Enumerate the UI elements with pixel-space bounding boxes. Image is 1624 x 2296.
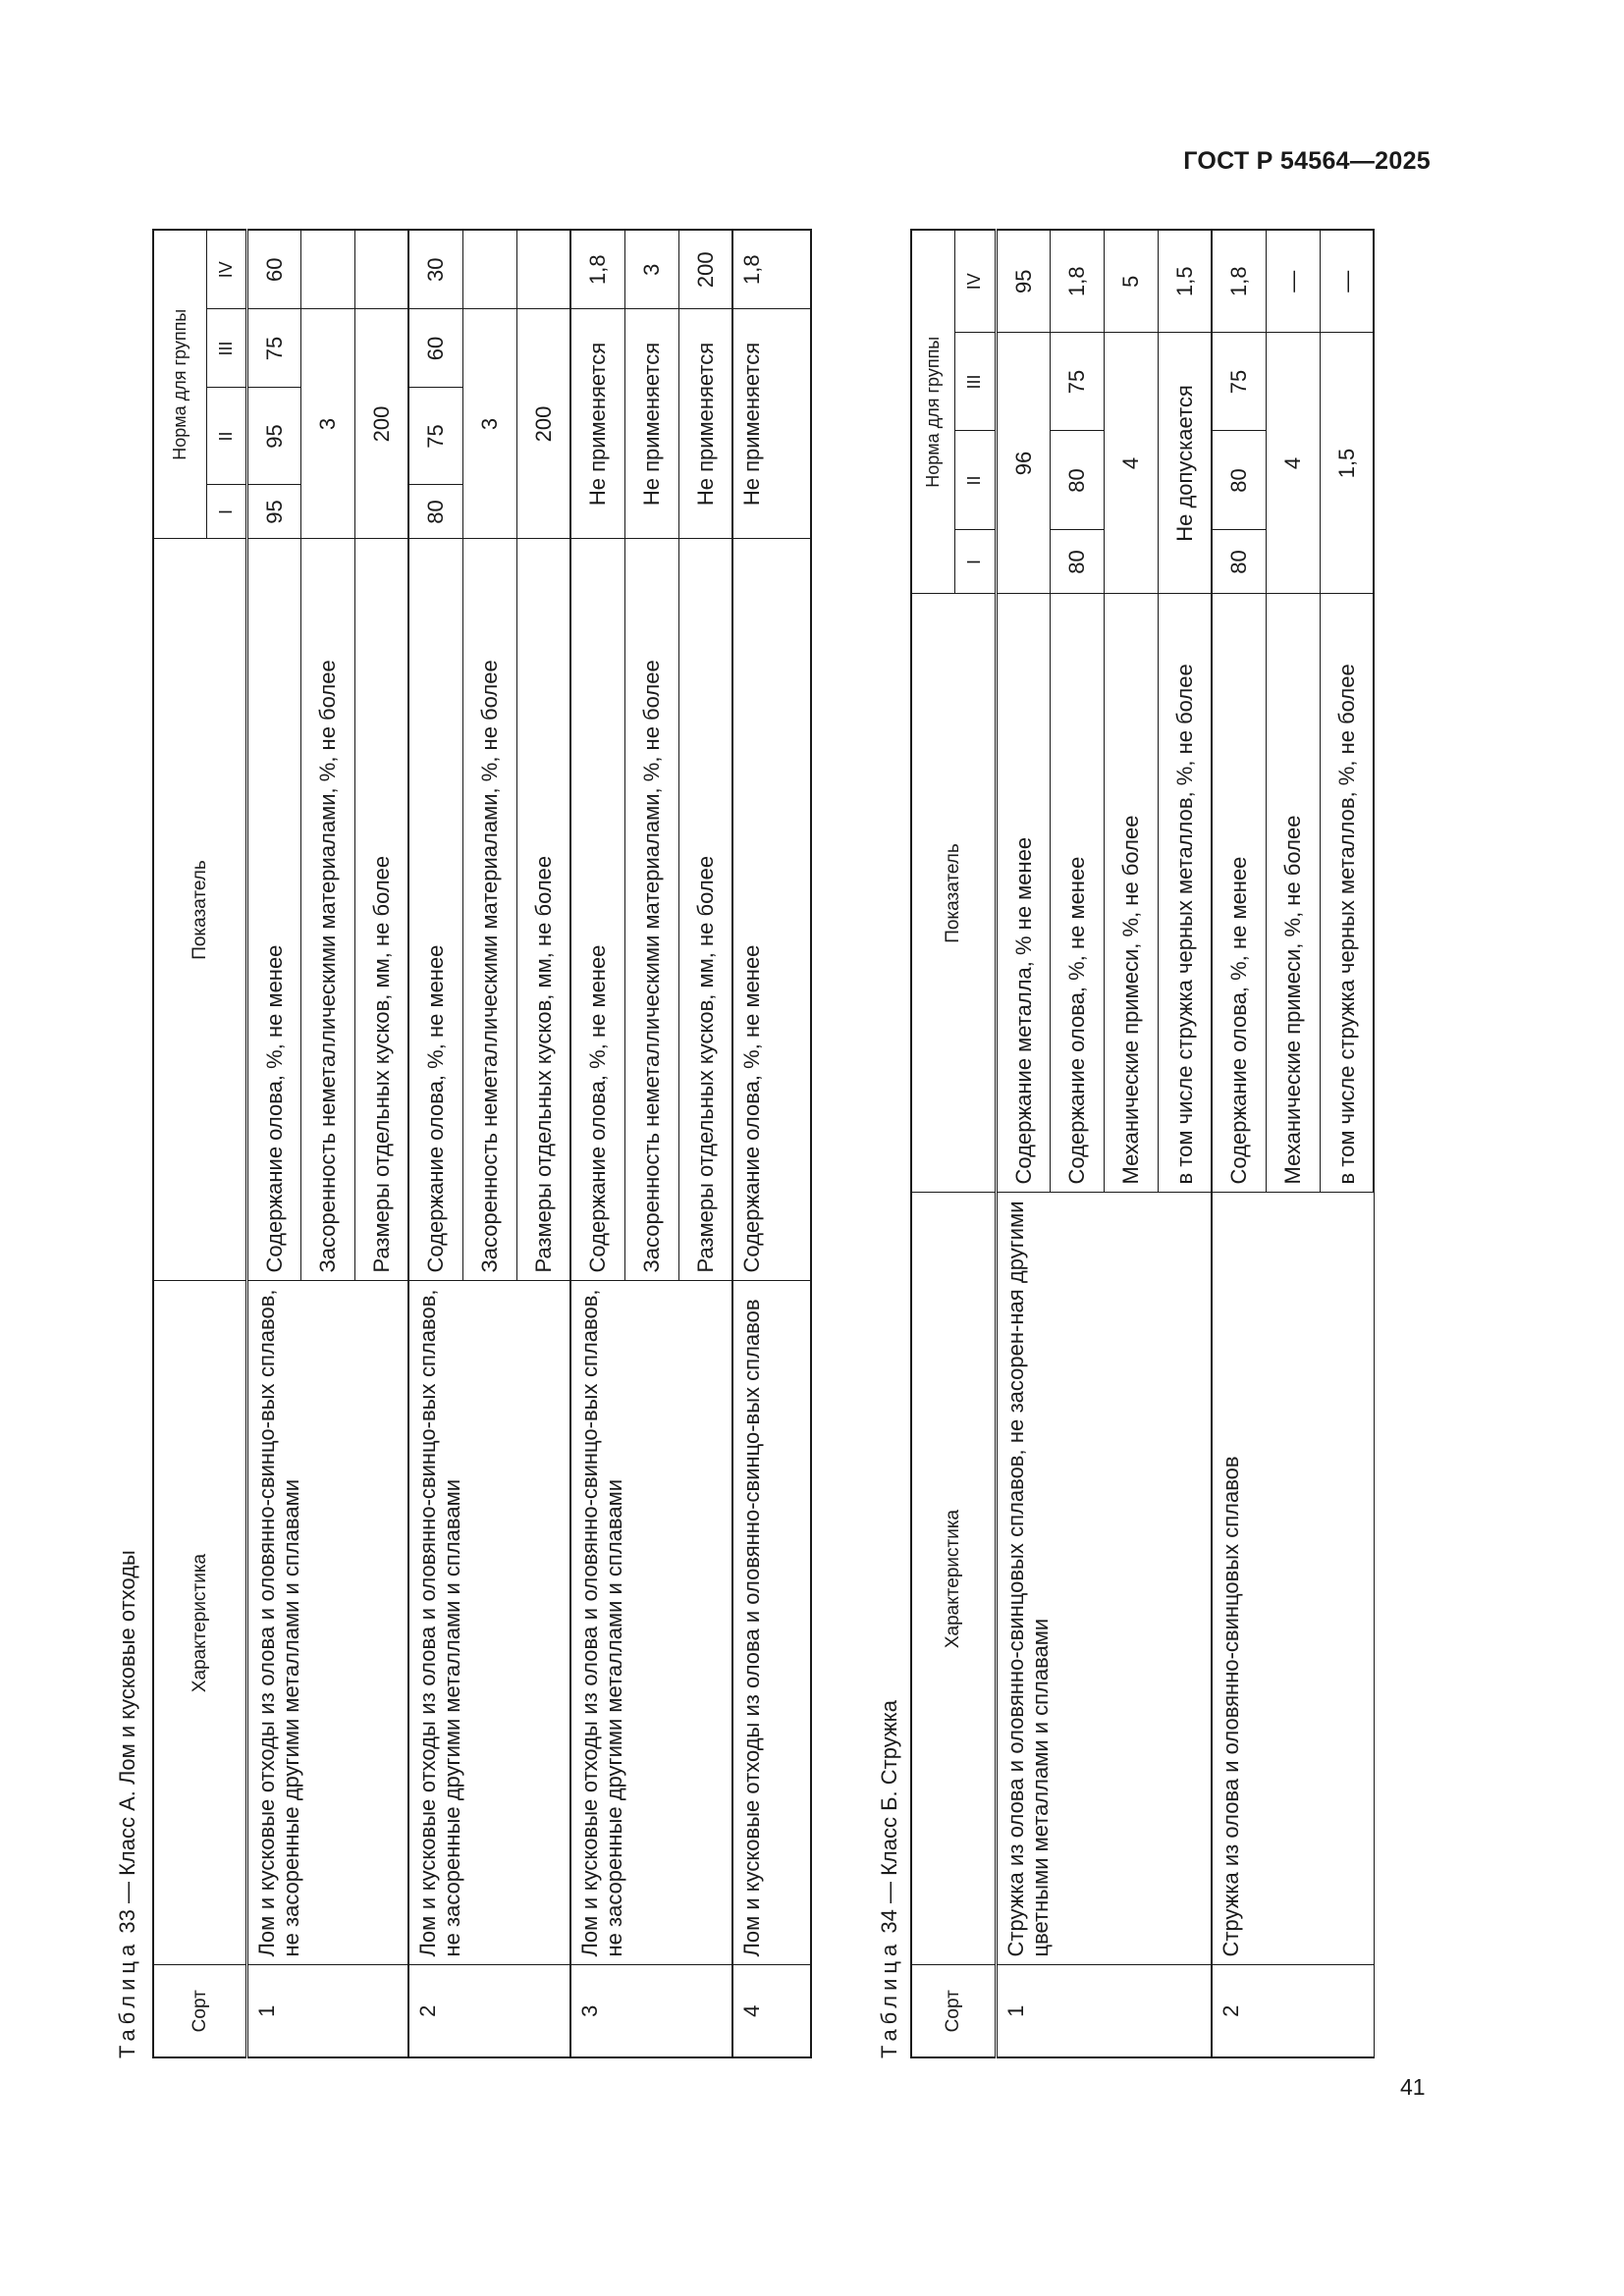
document-id: ГОСТ Р 54564—2025 [1183, 147, 1431, 175]
characteristic-cell: Стружка из олова и оловянно-свинцовых сплавов [1212, 1193, 1374, 1965]
value-cell: 60 [246, 230, 300, 309]
table33-header-group-3: III [206, 309, 246, 388]
value-cell: — [1266, 230, 1320, 333]
value-cell: 75 [408, 388, 462, 485]
table-row [246, 230, 300, 2057]
value-cell: 4 [1266, 333, 1320, 594]
value-cell: 4 [1104, 333, 1158, 594]
table33-header-sort: Сорт [153, 1965, 246, 2057]
value-cell: 96 [996, 333, 1050, 594]
indicator-cell: Размеры отдельных кусков, мм, не более [516, 539, 570, 1281]
value-cell: 80 [1050, 530, 1104, 594]
value-cell: 80 [1050, 431, 1104, 530]
characteristic-cell: Стружка из олова и оловянно-свинцовых сплавов, не засорен-ная другими цветными металлами и сплавами [996, 1193, 1212, 1965]
table33 [152, 229, 812, 2058]
empty-cell [516, 230, 570, 309]
value-cell: 1,8 [1212, 230, 1266, 333]
table34-header-group-4: IV [954, 230, 996, 333]
table34-caption [877, 1700, 902, 2058]
sort-cell: 4 [732, 1965, 811, 2057]
table-row [570, 230, 624, 2057]
sort-cell: 3 [570, 1965, 732, 2057]
table34-header-char: Характеристика [911, 1193, 996, 1965]
characteristic-cell: Лом и кусковые отходы из олова и оловянно-свинцо-вых сплавов [732, 1281, 811, 1965]
indicator-cell: Содержание олова, %, не менее [408, 539, 462, 1281]
table33-caption [115, 1550, 140, 2058]
indicator-cell: Содержание металла, % не менее [996, 594, 1050, 1193]
indicator-cell: Содержание олова, %, не менее [732, 539, 811, 1281]
indicator-cell: Содержание олова, %, не менее [570, 539, 624, 1281]
indicator-cell: Размеры отдельных кусков, мм, не более [678, 539, 732, 1281]
value-cell: Не применяется [732, 309, 811, 539]
value-cell: 95 [996, 230, 1050, 333]
value-cell: 3 [462, 309, 516, 539]
characteristic-cell: Лом и кусковые отходы из олова и оловянно-свинцо-вых сплавов, не засоренные другими металлами и сплавами [570, 1281, 732, 1965]
table34-header-norm: Норма для группы [911, 230, 954, 594]
value-cell: 80 [1212, 530, 1266, 594]
table33-header-group-2: II [206, 388, 246, 485]
value-cell: 75 [1050, 333, 1104, 431]
table34-caption-text: 34 — Класс Б. Стружка [877, 1699, 901, 1934]
indicator-cell: Засоренность неметаллическими материалами, %, не более [300, 539, 354, 1281]
sort-cell: 1 [246, 1965, 408, 2057]
table-row [732, 230, 811, 2057]
empty-cell [300, 230, 354, 309]
value-cell: — [1320, 230, 1374, 333]
value-cell: Не применяется [624, 309, 678, 539]
sort-cell: 2 [1212, 1965, 1374, 2057]
value-cell: 80 [1212, 431, 1266, 530]
value-cell: 1,8 [732, 230, 811, 309]
characteristic-cell: Лом и кусковые отходы из олова и оловянно-свинцо-вых сплавов, не засоренные другими металлами и сплавами [408, 1281, 570, 1965]
value-cell: 200 [354, 309, 408, 539]
indicator-cell: Содержание олова, %, не менее [1050, 594, 1104, 1193]
indicator-cell: Содержание олова, %, не менее [246, 539, 300, 1281]
table34-header-group-1: I [954, 530, 996, 594]
table-row [408, 230, 462, 2057]
value-cell: 95 [246, 485, 300, 539]
value-cell: Не применяется [678, 309, 732, 539]
value-cell: 75 [1212, 333, 1266, 431]
value-cell: 200 [678, 230, 732, 309]
value-cell: 3 [300, 309, 354, 539]
indicator-cell: Содержание олова, %, не менее [1212, 594, 1266, 1193]
value-cell: Не применяется [570, 309, 624, 539]
empty-cell [354, 230, 408, 309]
table34-header-group-2: II [954, 431, 996, 530]
value-cell: 60 [408, 309, 462, 388]
table34-header-group-3: III [954, 333, 996, 431]
value-cell: 75 [246, 309, 300, 388]
table33-header-char: Характеристика [153, 1281, 246, 1965]
indicator-cell: Механические примеси, %, не более [1266, 594, 1320, 1193]
table-row [1212, 230, 1266, 2057]
table-row [996, 230, 1050, 2057]
rotated-content [107, 231, 1383, 2058]
value-cell: 200 [516, 309, 570, 539]
indicator-cell: в том числе стружка черных металлов, %, не более [1158, 594, 1212, 1193]
table34-caption-label: Таблица [877, 1939, 901, 2058]
table33-header-group-4: IV [206, 230, 246, 309]
value-cell: 1,5 [1158, 230, 1212, 333]
value-cell: Не допускается [1158, 333, 1212, 594]
value-cell: 3 [624, 230, 678, 309]
table33-caption-label: Таблица [115, 1939, 139, 2058]
sort-cell: 2 [408, 1965, 570, 2057]
indicator-cell: Размеры отдельных кусков, мм, не более [354, 539, 408, 1281]
indicator-cell: Засоренность неметаллическими материалами, %, не более [624, 539, 678, 1281]
value-cell: 80 [408, 485, 462, 539]
table33-header-norm: Норма для группы [153, 230, 206, 539]
empty-cell [462, 230, 516, 309]
value-cell: 5 [1104, 230, 1158, 333]
value-cell: 1,8 [570, 230, 624, 309]
characteristic-cell: Лом и кусковые отходы из олова и оловянно-свинцо-вых сплавов, не засоренные другими металлами и сплавами [246, 1281, 408, 1965]
table33-header-indicator: Показатель [153, 539, 246, 1281]
page-number: 41 [1400, 2074, 1426, 2100]
indicator-cell: Механические примеси, %, не более [1104, 594, 1158, 1193]
value-cell: 1,5 [1320, 333, 1374, 594]
table33-caption-text: 33 — Класс А. Лом и кусковые отходы [115, 1550, 139, 1934]
table34-header-indicator: Показатель [911, 594, 996, 1193]
table33-header-group-1: I [206, 485, 246, 539]
value-cell: 30 [408, 230, 462, 309]
table34 [910, 229, 1375, 2058]
value-cell: 95 [246, 388, 300, 485]
indicator-cell: в том числе стружка черных металлов, %, не более [1320, 594, 1374, 1193]
table34-header-sort: Сорт [911, 1965, 996, 2057]
value-cell: 1,8 [1050, 230, 1104, 333]
sort-cell: 1 [996, 1965, 1212, 2057]
indicator-cell: Засоренность неметаллическими материалами, %, не более [462, 539, 516, 1281]
